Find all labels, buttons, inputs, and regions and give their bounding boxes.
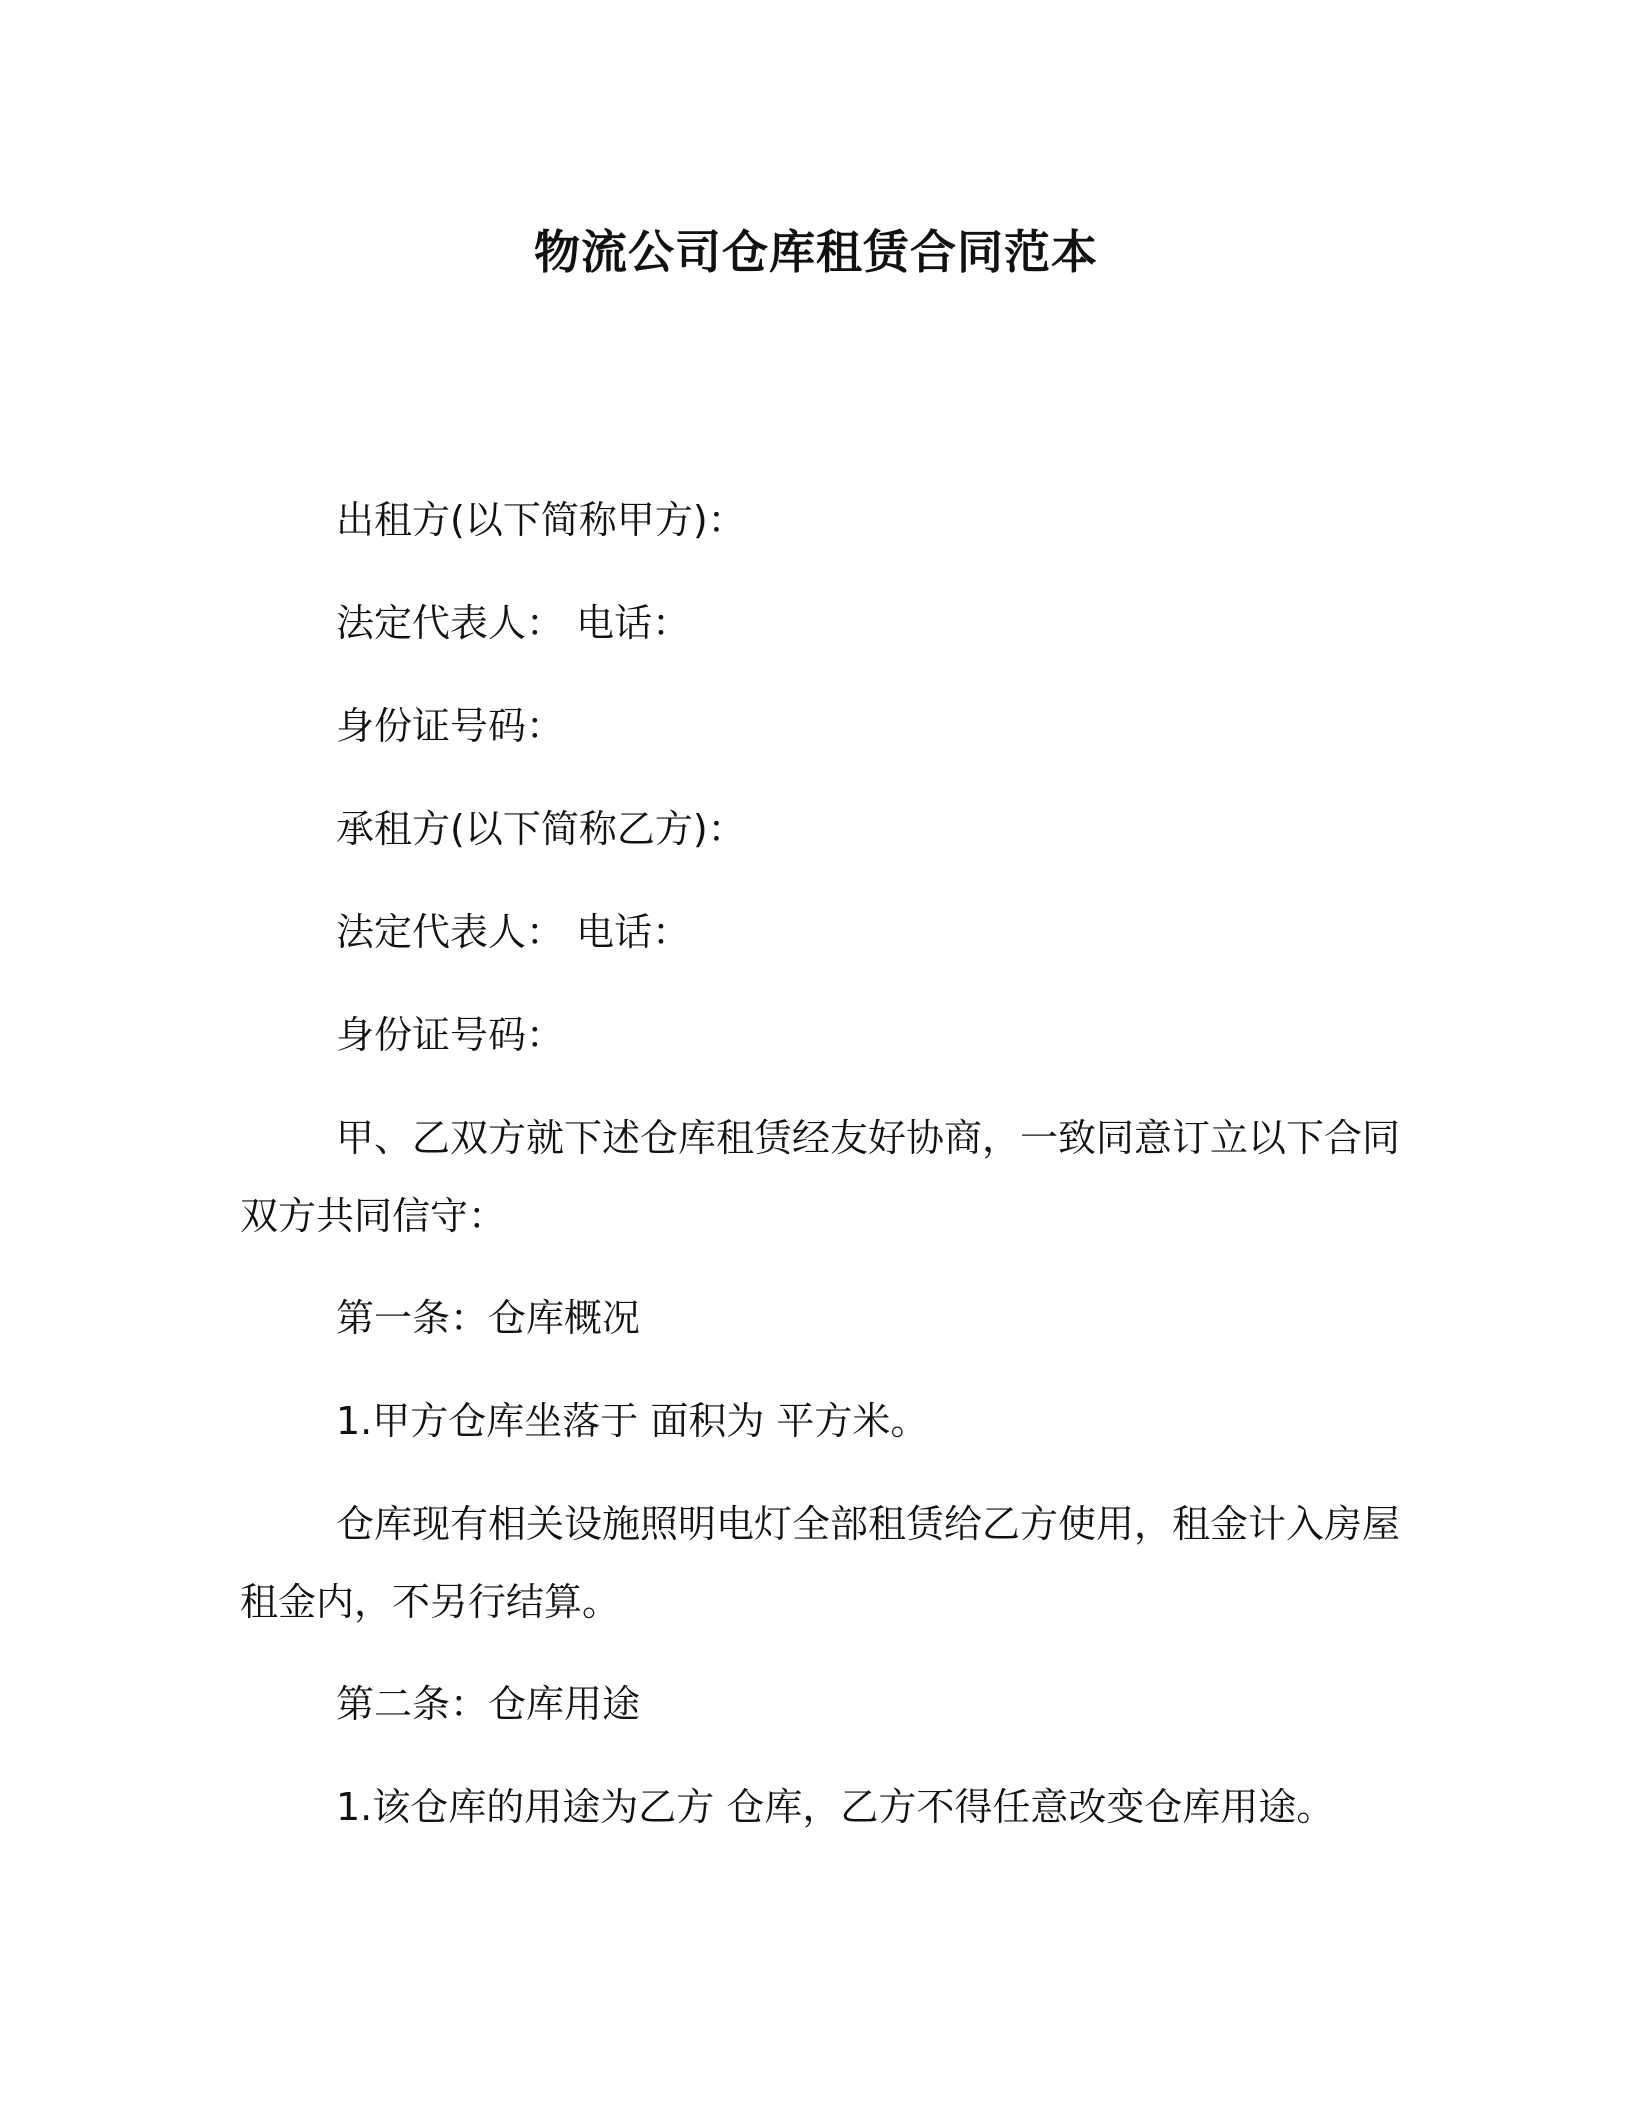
article-one-clause-1: 1.甲方仓库坐落于 面积为 平方米。 — [336, 1399, 929, 1443]
lessee-id-line: 身份证号码： — [336, 1013, 565, 1057]
article-one-heading: 第一条：仓库概况 — [336, 1296, 641, 1340]
article-two-heading: 第二条：仓库用途 — [336, 1682, 641, 1726]
warehouse-facilities-paragraph: 仓库现有相关设施照明电灯全部租赁给乙方使用，租金计入房屋租金内，不另行结算。 — [240, 1502, 1401, 1624]
lessor-id-line: 身份证号码： — [336, 704, 565, 748]
lessee-representative-line: 法定代表人： 电话： — [336, 910, 691, 954]
lessor-line: 出租方(以下简称甲方)： — [336, 498, 746, 542]
document-title: 物流公司仓库租赁合同范本 — [534, 225, 1098, 279]
agreement-intro-paragraph: 甲、乙双方就下述仓库租赁经友好协商，一致同意订立以下合同双方共同信守： — [240, 1116, 1401, 1238]
lessee-line: 承租方(以下简称乙方)： — [336, 807, 746, 851]
lessor-representative-line: 法定代表人： 电话： — [336, 601, 691, 645]
article-two-clause-1: 1.该仓库的用途为乙方 仓库，乙方不得任意改变仓库用途。 — [336, 1785, 1335, 1829]
